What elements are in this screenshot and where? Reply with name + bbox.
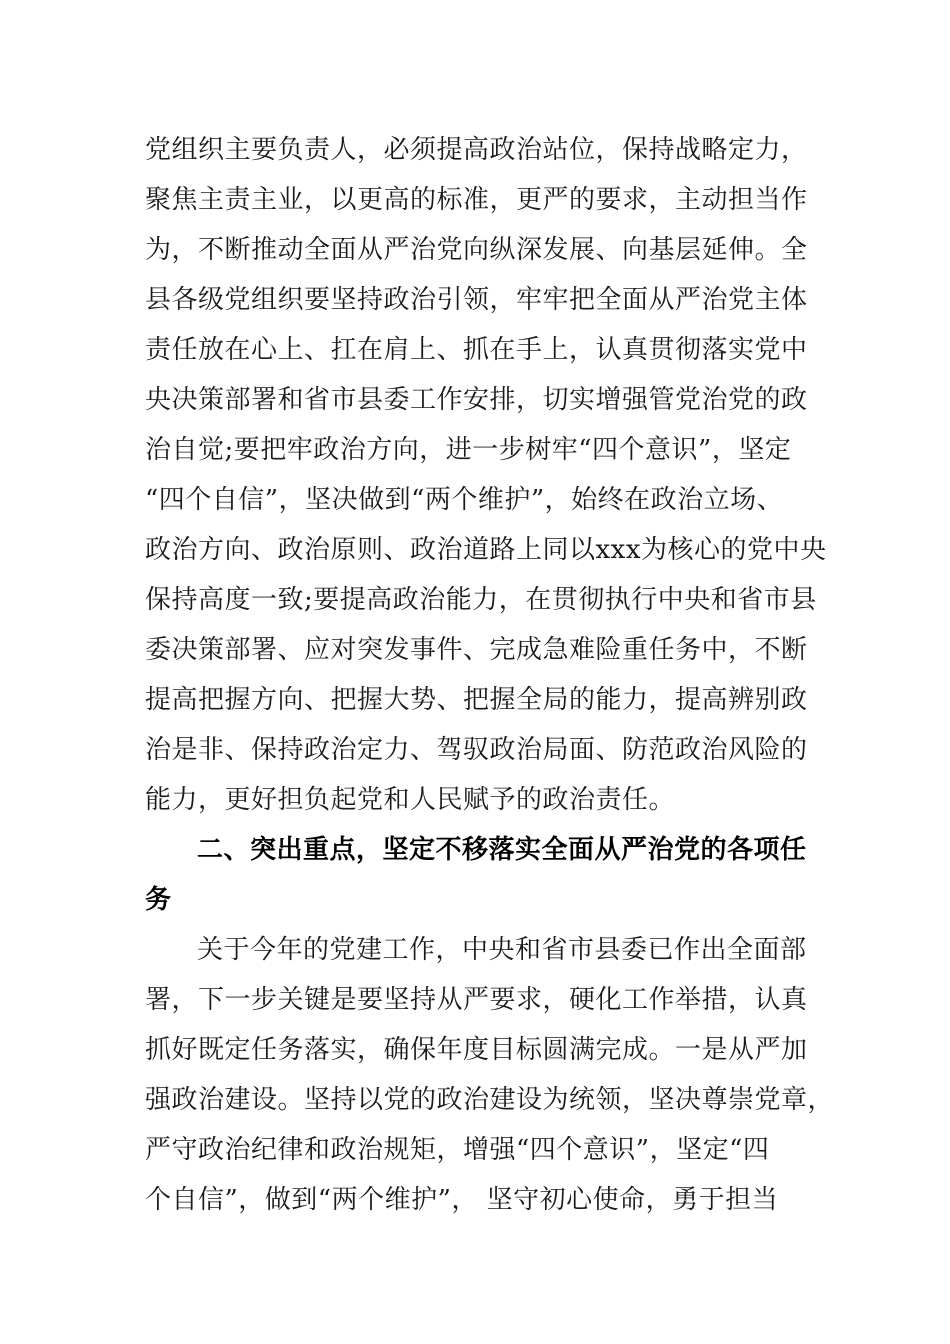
body-text-line: 县各级党组织要坚持政治引领，牢牢把全面从严治党主体	[145, 285, 808, 315]
body-text-line: 能力，更好担负起党和人民赋予的政治责任。	[145, 785, 676, 815]
section-heading-continuation: 务	[145, 885, 172, 915]
body-text-line: 治自觉;要把牢政治方向，进一步树牢“四个意识”，坚定	[145, 435, 792, 465]
body-text-line: 责任放在心上、扛在肩上、抓在手上，认真贯彻落实党中	[145, 335, 808, 365]
body-text-line: 个自信”，做到“两个维护”， 坚守初心使命，勇于担当	[145, 1185, 779, 1215]
body-text-line: 治是非、保持政治定力、驾驭政治局面、防范政治风险的	[145, 735, 808, 765]
body-text-line: 强政治建设。坚持以党的政治建设为统领，坚决尊崇党章，	[145, 1085, 835, 1115]
body-text-line: 政治方向、政治原则、政治道路上同以xxx为核心的党中央	[145, 535, 827, 565]
body-text-line: 提高把握方向、把握大势、把握全局的能力，提高辨别政	[145, 685, 808, 715]
body-text-line: 党组织主要负责人，必须提高政治站位，保持战略定力，	[145, 135, 808, 165]
body-text-line: 聚焦主责主业，以更高的标准，更严的要求，主动担当作	[145, 185, 808, 215]
body-text-line: 署，下一步关键是要坚持从严要求，硬化工作举措，认真	[145, 985, 808, 1015]
body-text-line: 央决策部署和省市县委工作安排，切实增强管党治党的政	[145, 385, 808, 415]
body-text-line: 抓好既定任务落实，确保年度目标圆满完成。一是从严加	[145, 1035, 808, 1065]
body-text-line: 保持高度一致;要提高政治能力，在贯彻执行中央和省市县	[145, 585, 817, 615]
section-heading: 二、突出重点，坚定不移落实全面从严治党的各项任	[197, 835, 807, 865]
body-text-line: 为，不断推动全面从严治党向纵深发展、向基层延伸。全	[145, 235, 808, 265]
body-text-line: 委决策部署、应对突发事件、完成急难险重任务中，不断	[145, 635, 808, 665]
body-text-line: 关于今年的党建工作，中央和省市县委已作出全面部	[197, 935, 807, 965]
body-text-line: “四个自信”，坚决做到“两个维护”，始终在政治立场、	[145, 485, 784, 515]
body-text-line: 严守政治纪律和政治规矩，增强“四个意识”，坚定“四	[145, 1135, 770, 1165]
